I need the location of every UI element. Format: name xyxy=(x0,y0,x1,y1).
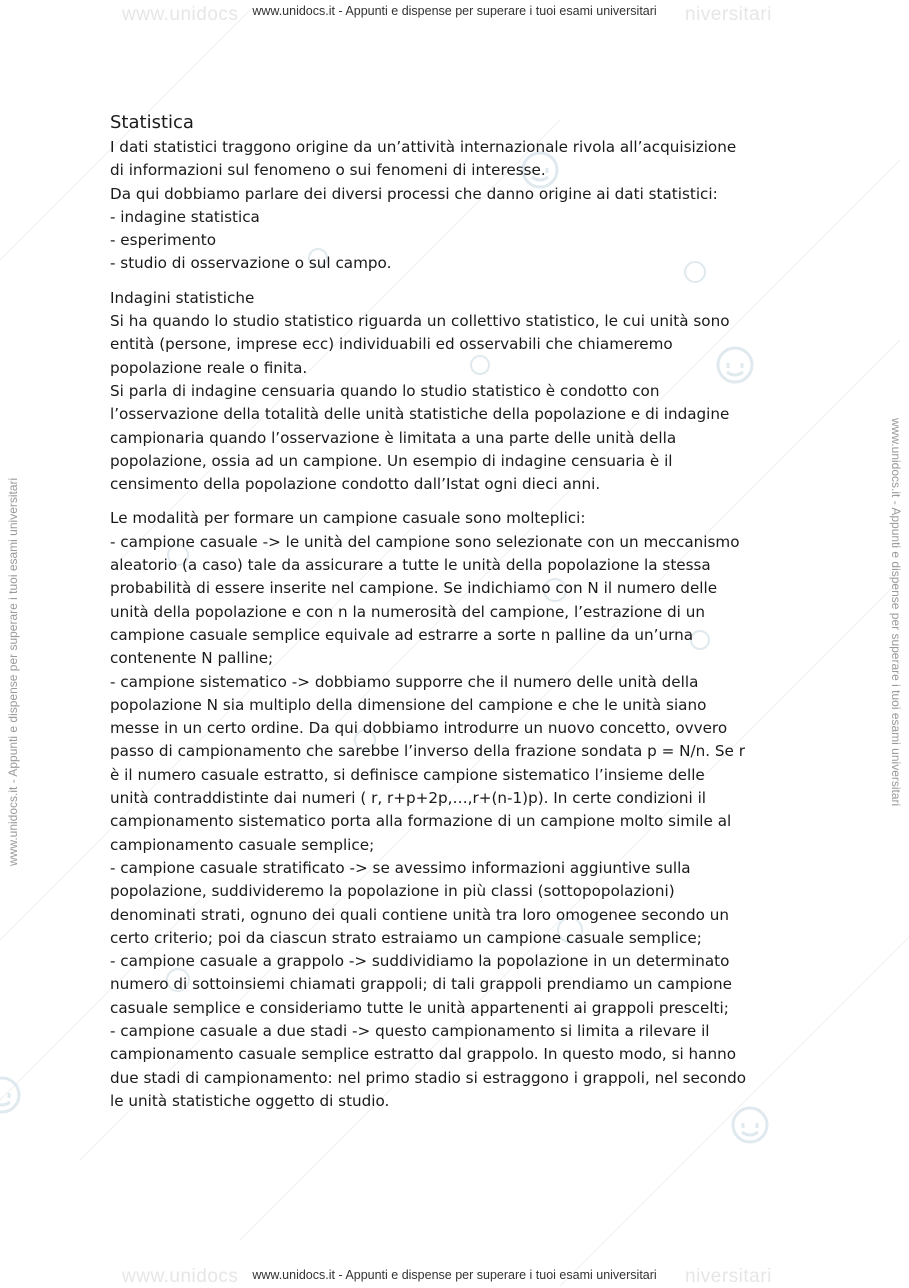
paragraph-line: è il numero casuale estratto, si definisce campione sistematico l’insieme delle xyxy=(110,765,705,784)
watermark-ghost-right-bottom: niversitari xyxy=(685,1266,772,1287)
paragraph-line: numero di sottoinsiemi chiamati grappoli; di tali grappoli prendiamo un campione xyxy=(110,975,732,994)
paragraph-line: - campione casuale a due stadi -> questo campionamento si limita a rilevare il xyxy=(110,1021,710,1040)
paragraph-line: entità (persone, imprese ecc) individuabili ed osservabili che chiameremo xyxy=(110,335,673,354)
paragraph-line: denominati strati, ognuno dei quali contiene unità tra loro omogenee secondo un xyxy=(110,905,729,924)
paragraph-line: unità della popolazione e con n la numerosità del campione, l’estrazione di un xyxy=(110,602,705,621)
watermark-ghost-left-bottom: www.unidocs xyxy=(122,1266,239,1287)
paragraph-line: campionamento casuale semplice; xyxy=(110,835,375,854)
paragraph-line: Le modalità per formare un campione casuale sono molteplici: xyxy=(110,509,586,528)
paragraph-line: due stadi di campionamento: nel primo stadio si estraggono i grappoli, nel secondo xyxy=(110,1068,747,1087)
paragraph-line: Si ha quando lo studio statistico riguarda un collettivo statistico, le cui unità sono xyxy=(110,312,730,331)
watermark-banner-bottom: www.unidocs.it - Appunti e dispense per superare i tuoi esami universitari xyxy=(252,1268,657,1282)
paragraph-line: campionamento sistematico porta alla formazione di un campione molto simile al xyxy=(110,812,732,831)
paragraph-spacer xyxy=(110,496,810,507)
paragraph-line: popolazione, ossia ad un campione. Un esempio di indagine censuaria è il xyxy=(110,451,673,470)
paragraph-line: unità contraddistinte dai numeri ( r, r+p+2p,…,r+(n-1)p). In certe condizioni il xyxy=(110,789,707,808)
watermark-banner-top: www.unidocs.it - Appunti e dispense per superare i tuoi esami universitari xyxy=(252,4,657,18)
paragraph-line: casuale semplice e consideriamo tutte le unità appartenenti ai grappoli prescelti; xyxy=(110,998,729,1017)
paragraph-line: censimento della popolazione condotto dall’Istat ogni dieci anni. xyxy=(110,475,601,494)
paragraph-line: - campione casuale stratificato -> se avessimo informazioni aggiuntive sulla xyxy=(110,858,691,877)
watermark-ghost-left: www.unidocs xyxy=(122,4,239,25)
paragraph-line: Da qui dobbiamo parlare dei diversi processi che danno origine ai dati statistici: xyxy=(110,184,718,203)
paragraph-line: passo di campionamento che sarebbe l’inverso della frazione sondata p = N/n. Se r xyxy=(110,742,745,761)
list-item: - esperimento xyxy=(110,231,217,250)
paragraph-line: probabilità di essere inserite nel campione. Se indichiamo con N il numero delle xyxy=(110,579,718,598)
paragraph-line: popolazione reale o finita. xyxy=(110,358,308,377)
paragraph-line: messe in un certo ordine. Da qui dobbiamo introdurre un nuovo concetto, ovvero xyxy=(110,719,728,738)
paragraph-line: - campione sistematico -> dobbiamo supporre che il numero delle unità della xyxy=(110,672,699,691)
paragraph-line: - campione casuale a grappolo -> suddividiamo la popolazione in un determinato xyxy=(110,952,730,971)
paragraph-line: - campione casuale -> le unità del campione sono selezionate con un meccanismo xyxy=(110,532,740,551)
paragraph-line: popolazione, suddivideremo la popolazione in più classi (sottopopolazioni) xyxy=(110,882,675,901)
paragraph-line: certo criterio; poi da ciascun strato estraiamo un campione casuale semplice; xyxy=(110,928,702,947)
paragraph-line: popolazione N sia multiplo della dimensione del campione e che le unità siano xyxy=(110,695,707,714)
paragraph-line: le unità statistiche oggetto di studio. xyxy=(110,1091,390,1110)
paragraph-line: campione casuale semplice equivale ad estrarre a sorte n palline da un’urna xyxy=(110,625,694,644)
paragraph-line: di informazioni sul fenomeno o sui fenomeni di interesse. xyxy=(110,161,546,180)
section-heading: Indagini statistiche xyxy=(110,288,255,307)
paragraph-line: campionamento casuale semplice estratto dal grappolo. In questo modo, si hanno xyxy=(110,1045,737,1064)
list-item: - studio di osservazione o sul campo. xyxy=(110,254,392,273)
paragraph-line: I dati statistici traggono origine da un’attività internazionale rivola all’acquisizione xyxy=(110,138,737,156)
paragraph-line: contenente N palline; xyxy=(110,649,274,668)
paragraph-line: l’osservazione della totalità delle unità statistiche della popolazione e di indagine xyxy=(110,405,730,424)
watermark-side-right: www.unidocs.it - Appunti e dispense per superare i tuoi esami universitari xyxy=(889,418,903,807)
document-title: Statistica xyxy=(110,112,194,133)
document-body xyxy=(110,110,810,1113)
paragraph-spacer xyxy=(110,276,810,287)
list-item: - indagine statistica xyxy=(110,207,260,226)
paragraph-line: aleatorio (a caso) tale da assicurare a tutte le unità della popolazione la stessa xyxy=(110,556,711,575)
paragraph-line: campionaria quando l’osservazione è limitata a una parte delle unità della xyxy=(110,428,677,447)
watermark-ghost-right: niversitari xyxy=(685,4,772,25)
watermark-side-left: www.unidocs.it - Appunti e dispense per superare i tuoi esami universitari xyxy=(6,477,20,866)
paragraph-line: Si parla di indagine censuaria quando lo studio statistico è condotto con xyxy=(110,381,660,400)
